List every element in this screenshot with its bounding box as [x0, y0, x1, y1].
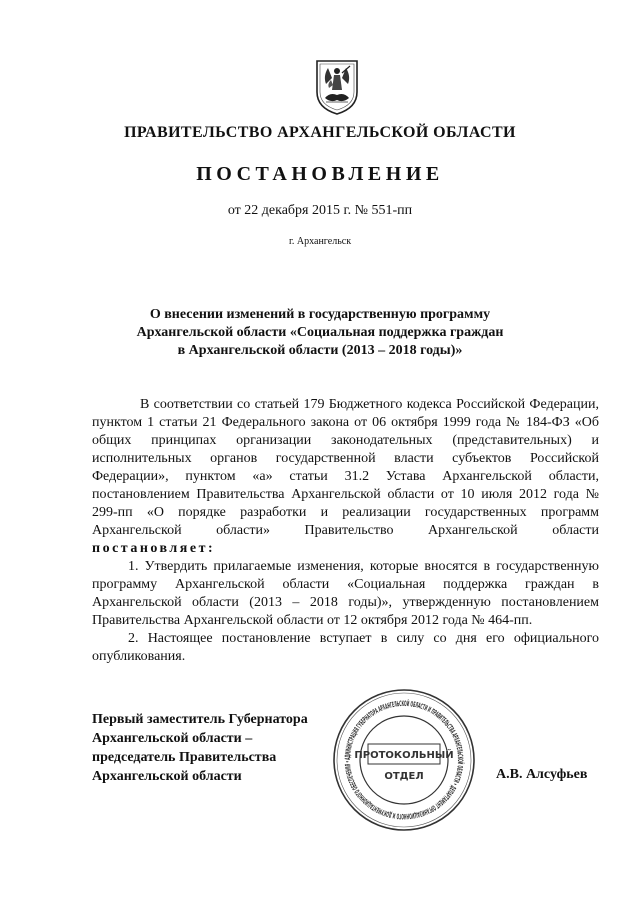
item-1-paragraph: 1. Утвердить прилагаемые изменения, которые вносятся в государственную программу Архангельской области «Социальная поддержка граждан в Архангельской области (2013 – 2018 годы)», утвержденную постановлением Правительства Архангельской области от 12 октября 2012 года № 464-пп. — [92, 559, 599, 628]
subject-line-3: в Архангельской области (2013 – 2018 годы)» — [177, 343, 463, 358]
signer-title — [92, 710, 308, 786]
seal-center-line-2: ОТДЕЛ — [384, 771, 424, 782]
subject-line-1: О внесении изменений в государственную программу — [149, 307, 491, 322]
seal-ring-text: АДМИНИСТРАЦИЯ ГУБЕРНАТОРА АРХАНГЕЛЬСКОЙ ОБЛАСТИ И ПРАВИТЕЛЬСТВА АРХАНГЕЛЬСКОЙ ОБЛАСТИ • ДЕПАРТАМЕНТ ОРГАНИЗАЦИОННОГО И ДОКУМЕНТАЦИОННОГО ОБЕСПЕЧЕНИЯ • — [342, 698, 466, 822]
seal-center-line-1: ПРОТОКОЛЬНЫЙ — [354, 750, 454, 761]
government-name: ПРАВИТЕЛЬСТВО АРХАНГЕЛЬСКОЙ ОБЛАСТИ — [124, 124, 516, 141]
signer-name: А.В. Алсуфьев — [496, 767, 588, 782]
signer-line-2: Архангельской области – — [92, 731, 253, 746]
signer-line-4: Архангельской области — [92, 769, 242, 784]
preamble-paragraph — [92, 396, 599, 558]
subject-line-2: Архангельской области «Социальная поддержка граждан — [136, 325, 504, 340]
document-type: ПОСТАНОВЛЕНИЕ — [196, 163, 444, 185]
coat-of-arms-emblem — [314, 58, 360, 116]
document-date-number: от 22 декабря 2015 г. № 551-пп — [227, 203, 413, 218]
signer-line-3: председатель Правительства — [92, 750, 277, 765]
preamble-text: В соответствии со статьей 179 Бюджетного кодекса Российской Федерации, пунктом 1 статьи 21 Федерального закона от 06 октября 1999 года № 184-ФЗ «Об общих принципах организации законодательных (представительных) и исполнительных органов государственной власти субъектов Российской Федерации», пунктом «а» статьи 31.2 Устава Архангельской области, постановлением Правительства Архангельской области от 10 июля 2012 года № 299-пп «О порядке разработки и реализации государственных программ Архангельской области» Правительство Архангельской области — [92, 397, 599, 538]
official-seal-stamp — [330, 686, 478, 834]
document-subject — [100, 306, 540, 360]
decree-word: постановляет: — [92, 541, 216, 556]
signer-line-1: Первый заместитель Губернатора — [92, 712, 308, 727]
document-body — [92, 396, 599, 666]
item-2-paragraph: 2. Настоящее постановление вступает в силу со дня его официального опубликования. — [92, 631, 599, 664]
document-city: г. Архангельск — [288, 236, 352, 247]
